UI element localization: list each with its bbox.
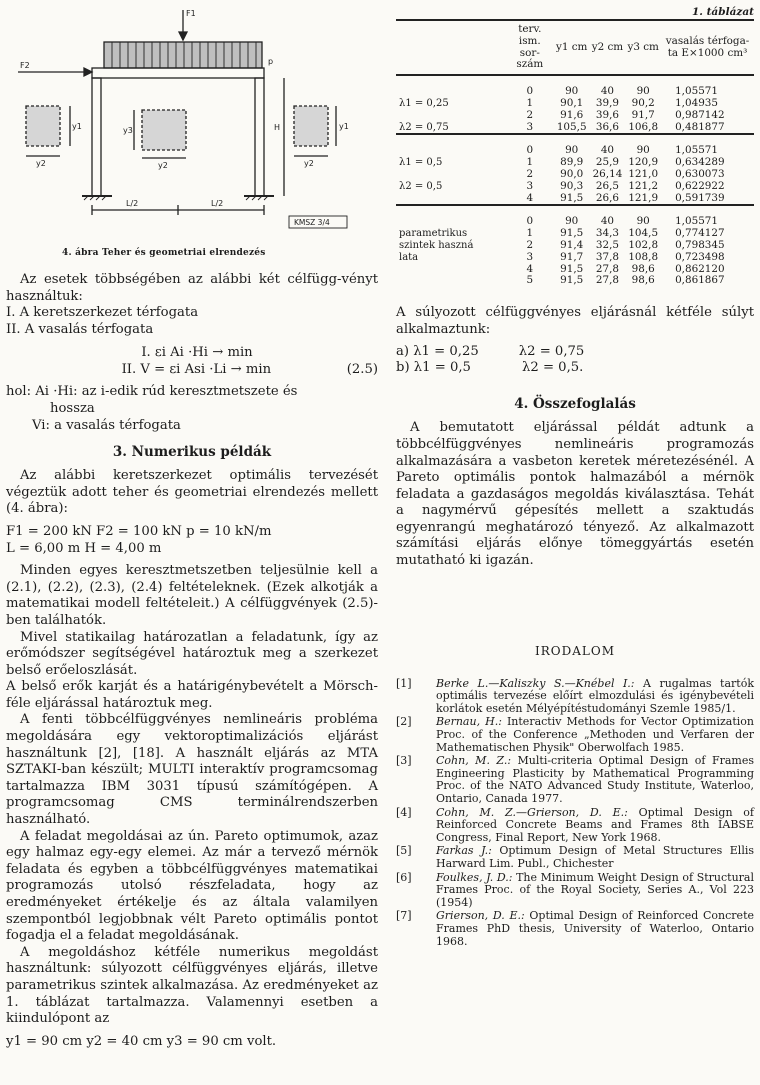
table-header-row [396,20,754,75]
label-y2-left: y2 [36,159,46,168]
table-row [396,110,754,122]
paragraph: A súlyozott célfüggvényes eljárásnál kétféle súlyt alkalmaztunk: [396,305,754,337]
row-label: λ2 = 0,75 [399,121,449,133]
header-cell: terv. ism. sor-szám [516,23,544,71]
reference-authors: Cohn, M. Z.: [436,754,512,768]
header-cell [396,20,506,75]
weight-a2: λ2 = 0,75 [518,344,585,360]
table-cell: 40 [600,215,615,228]
table-cell: 5 [526,274,534,287]
table-row [396,252,754,264]
values-line: L = 6,00 m H = 4,00 m [6,540,162,556]
paragraph: A fenti többcélfüggvényes nemlineáris probléma megoldására egy vektoroptimalizációs eljárást használtunk [2], [18]. A használt eljárás az MTA SZTAKI-ban készült; MULTI interaktív programcsomag tartalmazza IBM 3031 típusú számítógépen. A programcsomag CMS terminálrendszerben használható. [6,712,378,828]
table-cell: 91,7 [560,250,584,263]
table-cell: 2 [526,167,534,180]
table-row [396,122,754,135]
section-heading: 4. Összefoglalás [514,396,636,413]
table-cell: 40 [600,85,615,98]
table-row [396,275,754,287]
table-cell: 1,05571 [675,85,719,98]
row-label: λ1 = 0,5 [399,157,443,169]
table-cell: 121,9 [628,191,659,204]
table-cell: 34,3 [595,227,619,240]
row-label [396,169,506,181]
table-cell: 0,723498 [675,250,725,263]
reference-number: [2] [396,715,412,729]
reference-text: Berke L.—Kaliszky S.—Knébel I.: A rugalmas tartók optimális tervezése előírt elmozdulási és igénybevételi korlátok esetén Mélyépítéstudományi Szemle 1985/1. [436,676,754,715]
table-cell: 90,3 [560,179,584,192]
figure-caption: 4. ábra Teher és geometriai elrendezés [62,248,266,258]
equation-1: I. εi Ai ·Hi → min [141,345,253,361]
reference-authors: Cohn, M. Z.—Grierson, D. E.: [436,805,628,819]
reference-text: Cohn, M. Z.: Multi-criteria Optimal Design of Frames Engineering Plasticity by Mathematical Programming Proc. of the NATO Advanced Study Institute, Waterloo, Ontario, Canada 1977. [436,754,754,806]
reference-item [396,845,754,870]
table-cell: 37,8 [595,250,619,263]
reference-text: Grierson, D. E.: Optimal Design of Reinforced Concrete Frames PhD thesis, University of Waterloo, Ontario 1968. [436,909,754,948]
table-cell: 89,9 [560,156,584,169]
table-cell: 0,987142 [675,108,725,121]
table-cell: 1 [526,156,534,169]
header-cell: vasalás térfoga-ta E×1000 cm³ [665,34,750,59]
label-f2: F2 [20,61,30,70]
table-body [396,75,754,291]
reference-item [396,716,754,754]
spacer [6,361,46,378]
table-row [396,181,754,193]
table-cell: 91,5 [560,191,584,204]
table-cell: 0,798345 [675,238,725,251]
table-cell: 90 [565,215,579,228]
paragraph: A bemutatott eljárással példát adtunk a többcélfüggvényes nemlineáris programozás alkalmazására a vasbeton keretek méretezésénél. A Pareto optimális pontok halmazából a mérnök feladata a gazdaságos megoldás kiválasztása. Tehát a nagymérvű gépesítés mellett a szaktudás egyenrangú meghatározó tényező. Az alkalmazott számítási eljárás előnye tömeggyártás esetén mutatható ki igazán. [396,420,754,569]
row-label: λ2 = 0,5 [399,180,443,192]
table-row [396,169,754,181]
table-label: 1. táblázat [691,6,754,18]
values-line: F1 = 200 kN F2 = 100 kN p = 10 kN/m [6,523,272,539]
reference-number: [1] [396,676,412,690]
header-cell: y3 cm [627,40,659,53]
frame-diagram [6,6,378,242]
row-label: lata [399,251,419,263]
table-cell: 25,9 [595,156,619,169]
table-cell: 0,774127 [675,227,725,240]
reference-text: Foulkes, J. D.: The Minimum Weight Design of Structural Frames Proc. of the Royal Society, Series A., Vol 223 (1954) [436,870,754,909]
table-cell: 90,0 [560,167,584,180]
reference-authors: Grierson, D. E.: [436,909,525,923]
table-cell: 91,5 [560,227,584,240]
table-cell: 90 [565,85,579,98]
table-cell: 4 [526,191,534,204]
table-cell: 98,6 [631,274,655,287]
reference-item [396,678,754,716]
table-cell: 90,2 [631,96,655,109]
table-cell: 0 [526,215,534,228]
table-cell: 0,861867 [675,274,725,287]
reference-item [396,910,754,948]
label-f1: F1 [186,9,196,18]
label-l2-right: L/2 [211,199,224,208]
reference-authors: Foulkes, J. D.: [436,870,513,884]
table-cell: 102,8 [628,238,659,251]
paragraph: A megoldáshoz kétféle numerikus megoldást használtunk: súlyozott célfüggvényes eljárás, illetve parametrikus szintek alkalmazása. Az eredményeket az 1. táblázat tartalmazza. Valamennyi esetben a kiindulópont az [6,944,378,1027]
table-cell: 27,8 [595,274,619,287]
header-cell: y1 cm [555,40,588,53]
row-label [396,264,506,276]
table-cell: 3 [526,179,534,192]
table-cell: 91,4 [560,238,584,251]
table-cell: 1,05571 [675,215,719,228]
reference-item [396,755,754,805]
paragraph: II. A vasalás térfogata [6,321,154,337]
row-label [396,275,506,287]
table-cell: 1 [526,96,534,109]
label-h: H [274,123,281,132]
equation-number: (2.5) [346,362,378,378]
references-list [396,678,754,948]
table-cell: 40 [600,144,615,157]
right-column [396,6,754,949]
paragraph: I. A keretszerkezet térfogata [6,305,199,321]
reference-text: Farkas J.: Optimum Design of Metal Structures Ellis Harward Lim. Publ., Chichester [436,844,754,870]
reference-authors: Farkas J.: [436,844,492,858]
label-y1-left: y1 [72,122,82,131]
row-label: szintek haszná [399,239,474,251]
table-cell: 120,9 [628,156,659,169]
table-cell: 90 [636,85,650,98]
paragraph: A feladat megoldásai az ún. Pareto optimumok, azaz egy halmaz egy-egy elemei. Az már a tervező mérnök feladata és egyben a többcélfüggvényes matematikai programozás utolsó részfeladata, hogy az eredményeket értékelje és az általa valamilyen szempontból legjobbnak vélt Pareto optimális pontot fogadja el a feladat megoldásának. [6,828,378,944]
table-cell: 1 [526,227,534,240]
reference-text: Bernau, H.: Interactiv Methods for Vector Optimization Proc. of the Conference „Methoden und Verfaren der Mathematischen Physik" Oberwolfach 1985. [436,715,754,754]
reference-number: [3] [396,754,412,768]
results-table [396,19,754,291]
weight-a1: a) λ1 = 0,25 [396,344,479,360]
table-cell: 106,8 [628,120,659,133]
table-cell: 26,5 [595,179,619,192]
table-cell: 39,6 [595,108,619,121]
reference-number: [4] [396,805,412,819]
table-cell: 0,630073 [675,167,725,180]
paragraph: Vi: a vasalás térfogata [32,417,181,433]
reference-authors: Bernau, H.: [436,715,502,729]
table-cell: 26,6 [595,191,619,204]
table-cell: 1,04935 [675,96,719,109]
label-y3: y3 [123,126,133,135]
row-label [396,110,506,122]
weight-b1: b) λ1 = 0,5 [396,360,471,376]
label-y2-right: y2 [304,159,314,168]
table-cell: 0 [526,144,534,157]
label-p: p [268,57,274,66]
table-cell: 3 [526,120,534,133]
label-stamp: KMSZ 3/4 [294,218,330,227]
paragraph: Az esetek többségében az alábbi két célfügg-vényt használtuk: [6,272,378,304]
label-y1-right: y1 [339,122,349,131]
reference-number: [5] [396,844,412,858]
table-cell: 32,5 [595,238,619,251]
table-row [396,193,754,206]
row-label: parametrikus [399,228,468,240]
table-row [396,240,754,252]
label-y2-center: y2 [158,161,168,170]
row-label [396,86,506,98]
table-cell: 3 [526,250,534,263]
table-cell: 2 [526,108,534,121]
section-heading: 3. Numerikus példák [112,444,272,461]
paragraph: Az alábbi keretszerkezet optimális tervezését végeztük adott teher és geometriai elrendezés mellett (4. ábra): [6,468,378,517]
table-cell: 0,634289 [675,156,725,169]
table-cell: 90 [565,144,579,157]
table-cell: 27,8 [595,262,619,275]
paragraph: hol: Ai ·Hi: az i-edik rúd keresztmetszete és [6,384,298,400]
table-cell: 91,5 [560,262,584,275]
left-column [6,6,378,1050]
weights-a [396,344,754,360]
paragraph: Mivel statikailag határozatlan a feladatunk, így az erőmódszer segítségével határoztuk meg a szerkezet belső erőeloszlását. [6,629,378,678]
header-cell: y2 cm [591,40,624,53]
references-heading: IRODALOM [535,643,615,658]
table-cell: 0,591739 [675,191,725,204]
reference-text: Cohn, M. Z.—Grierson, D. E.: Optimal Design of Reinforced Concrete Beams and Frames 8th IABSE Congress, Final Report, New York 1968. [436,805,755,844]
table-cell: 108,8 [628,250,659,263]
table-cell: 104,5 [628,227,659,240]
row-label [396,216,506,228]
table-cell: 36,6 [595,120,619,133]
table-cell: 98,6 [631,262,655,275]
table-cell: 105,5 [556,120,587,133]
table-cell: 39,9 [595,96,619,109]
table-cell: 2 [526,238,534,251]
table-cell: 91,5 [560,274,584,287]
reference-authors: Berke L.—Kaliszky S.—Knébel I.: [436,676,635,690]
row-label [396,193,506,206]
weights-b [396,360,754,376]
table-cell: 91,7 [631,108,655,121]
paragraph: y1 = 90 cm y2 = 40 cm y3 = 90 cm volt. [6,1033,277,1049]
table-cell: 0 [526,85,534,98]
row-label [396,145,506,157]
equation-2: II. V = εi Asi ·Li → min [121,362,272,378]
paragraph: hossza [50,400,95,416]
table-cell: 121,2 [628,179,659,192]
row-label: λ1 = 0,25 [399,97,449,109]
table-cell: 90,1 [560,96,584,109]
table-row [396,98,754,110]
figure-4 [6,6,378,258]
weight-b2: λ2 = 0,5. [522,360,584,376]
equation-2-row [6,361,378,378]
table-cell: 90 [636,144,650,157]
table-cell: 121,0 [628,167,659,180]
table-cell: 26,14 [592,167,623,180]
reference-item [396,807,754,845]
equation-block [6,344,378,378]
paragraph: A belső erők karját és a határigénybevételt a Mörsch-féle eljárással határoztuk meg. [6,679,378,711]
table-cell: 0,622922 [675,179,725,192]
table-cell: 0,862120 [675,262,725,275]
table-cell: 91,6 [560,108,584,121]
reference-number: [7] [396,909,412,923]
label-l2-left: L/2 [126,199,139,208]
table-cell: 1,05571 [675,144,719,157]
table-cell: 4 [526,262,534,275]
reference-number: [6] [396,870,412,884]
table-cell: 0,481877 [675,120,725,133]
paragraph: Minden egyes keresztmetszetben teljesülnie kell a (2.1), (2.2), (2.3), (2.4) feltételeknek. (Ezek alkotják a matematikai modell feltételeit.) A célfüggvények (2.5)-ben találhatók. [6,563,378,628]
reference-item [396,872,754,910]
table-cell: 90 [636,215,650,228]
